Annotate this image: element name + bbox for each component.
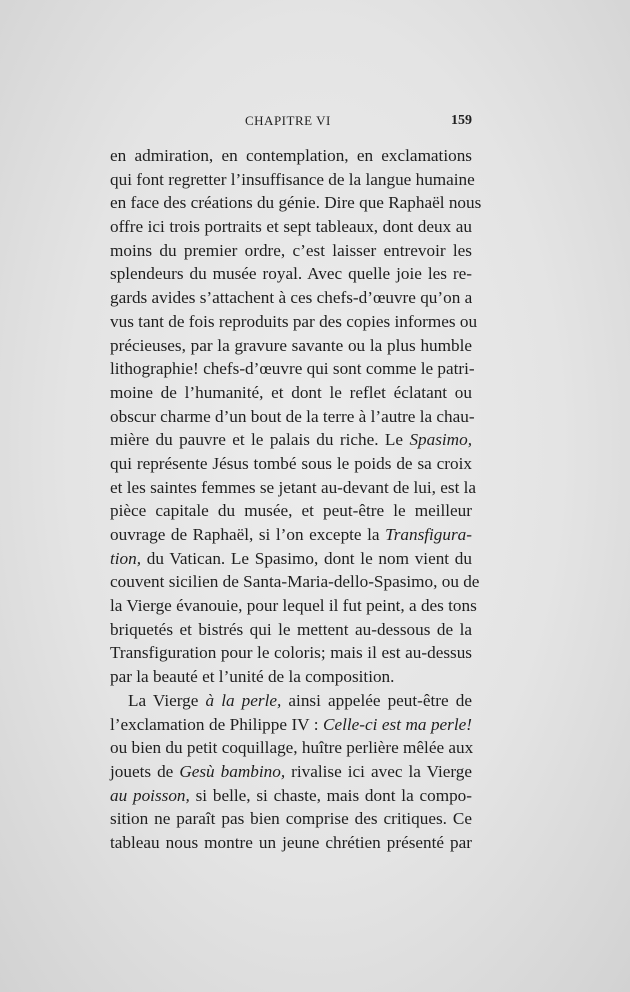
text-line [110,168,475,192]
text-segment: rivalise ici avec la Vierge [285,761,473,781]
text-segment: moins du premier ordre, c’est laisser entrevoir les [110,240,472,260]
italic-text: Transfigura- [385,525,472,544]
text-segment: couvent sicilien de Santa-Maria-dello-Spasimo, ou de [110,572,480,592]
text-line [110,547,472,571]
text-segment: briquetés et bistrés qui le mettent au-dessous de la [110,619,472,639]
text-line [110,215,472,239]
text-segment: en face des créations du génie. Dire que Raphaël nous [110,193,482,213]
text-line [110,310,478,334]
text-line [110,523,472,547]
text-segment: lithographie! chefs-d’œuvre qui sont comme le patri- [110,359,475,379]
text-segment: obscur charme d’un bout de la terre à l’autre la chau- [110,406,475,426]
text-line [110,239,472,263]
text-segment: jouets de [110,761,180,781]
text-segment: ouvrage de Raphaël, si l’on excepte la [110,525,386,544]
text-line [110,689,472,713]
text-segment: offre ici trois portraits et sept tableaux, dont deux au [110,217,472,237]
text-segment: du Vatican. Le Spasimo, dont le nom vient du [141,548,472,568]
italic-text: Spasimo, [409,430,472,450]
text-segment: précieuses, par la gravure savante ou la plus humble [110,335,472,355]
text-line [110,807,472,831]
text-segment: si belle, si chaste, mais dont la compo- [189,785,472,805]
text-line [110,476,477,500]
text-line [110,618,472,642]
text-line [110,736,472,760]
text-line [110,144,472,168]
text-segment: la Vierge évanouie, pour lequel il fut peint, a des tons [110,596,477,616]
text-segment: splendeurs du musée royal. Avec quelle joie les re- [110,264,472,284]
text-segment: ou bien du petit coquillage, huître perlière mêlée aux [110,738,474,758]
text-segment: mière du pauvre et le palais du riche. Le [110,430,410,450]
text-line [110,831,472,855]
text-line [110,594,477,618]
text-segment: sition ne paraît pas bien comprise des critiques. Ce [110,809,472,829]
page-body-text [110,144,482,855]
text-line [110,499,472,523]
text-segment: La Vierge [128,690,206,710]
text-line [110,665,472,689]
text-line [110,570,480,594]
text-segment: gards avides s’attachent à ces chefs-d’œuvre qu’on a [110,288,473,308]
text-line [110,334,472,358]
italic-text: tion, [110,548,142,568]
text-segment: et les saintes femmes se jetant au-devant de lui, est la [110,477,477,497]
text-line [110,760,472,784]
text-segment: en admiration, en contemplation, en exclamations [110,146,472,165]
text-segment: qui font regretter l’insuffisance de la langue humaine [110,169,475,189]
text-segment: moine de l’humanité, et dont le reflet éclatant ou [110,382,472,402]
text-line [110,191,482,215]
italic-text: à la perle, [205,690,282,710]
italic-text: Celle-ci est ma perle! [323,714,472,734]
text-line [110,713,472,737]
text-segment: Transfiguration pour le coloris; mais il est au-dessus [110,643,472,663]
text-segment: vus tant de fois reproduits par des copies informes ou [110,311,478,331]
text-segment: ainsi appelée peut-être de [281,690,472,710]
running-header [110,113,472,133]
page-number: 159 [451,113,472,128]
text-line [110,405,475,429]
text-segment: par la beauté et l’unité de la composition. [110,667,395,687]
text-line [110,381,472,405]
running-title: CHAPITRE VI [245,113,331,128]
text-line [110,262,472,286]
text-segment: tableau nous montre un jeune chrétien présenté par [110,832,472,852]
text-line [110,452,472,476]
text-line [110,286,472,310]
text-line [110,784,472,808]
text-line [110,428,472,452]
italic-text: au poisson, [110,785,190,805]
text-segment: l’exclamation de Philippe IV : [110,714,324,734]
text-line [110,357,475,381]
text-segment: qui représente Jésus tombé sous le poids de sa croix [110,453,472,473]
text-segment: pièce capitale du musée, et peut-être le meilleur [110,501,472,521]
text-line [110,641,472,665]
italic-text: Gesù bambino, [179,761,286,781]
